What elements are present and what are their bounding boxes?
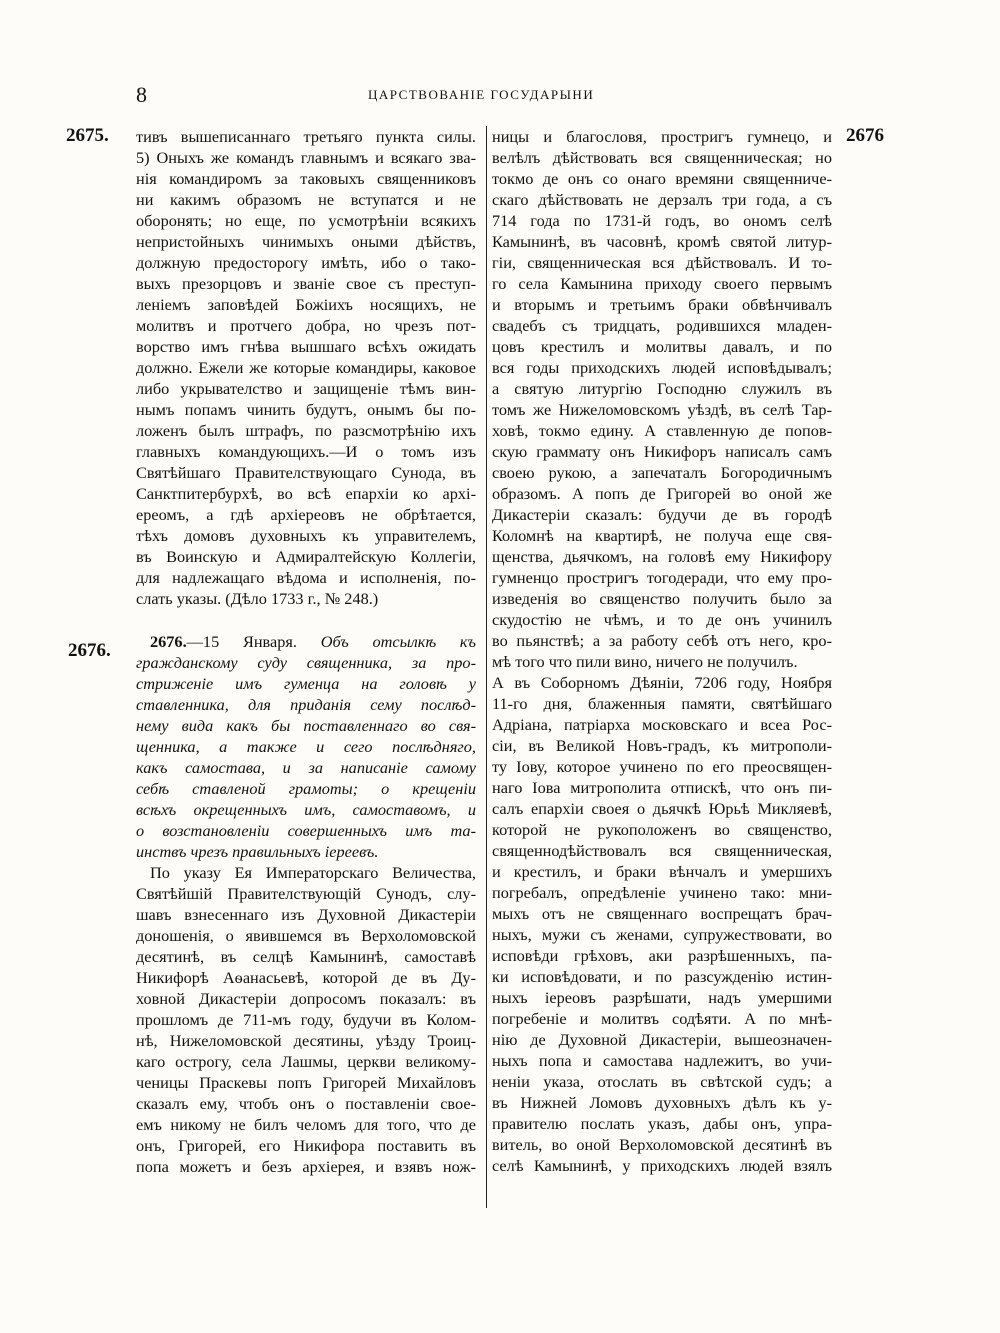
text-line: скую граммату онъ Никифоръ написалъ самъ [492, 442, 832, 461]
entry-2676-summary-first: Объ отсылкѣ къ [320, 632, 476, 651]
text-line: 5) Оныхъ же командъ главнымъ и всякаго зва- [136, 148, 476, 167]
entry-2676-date: —15 Января. [186, 632, 297, 651]
text-line: 11-го дня, блаженныя памяти, святѣйшаго [492, 694, 832, 713]
summary-line: о возстановленіи совершенныхъ имъ та- [136, 821, 476, 840]
text-line: во пьянствѣ; а за работу себѣ отъ него, кро- [492, 631, 832, 650]
text-line: щенства, дьячкомъ, на головѣ ему Никифору [492, 547, 832, 566]
text-line: и вторымъ и третьимъ браки обвѣнчивалъ [492, 295, 832, 314]
text-line: должно. Ежели же которые командиры, каковое [136, 358, 476, 377]
text-line: цовъ крестилъ и молитвы давалъ, и по [492, 337, 832, 356]
text-line: мыхъ отъ не священнаго воспрещатъ брач- [492, 904, 832, 923]
text-line: ки исповѣдовати, и по разсужденію истин- [492, 967, 832, 986]
text-line: Дикастеріи сказалъ: будучи де въ городѣ [492, 505, 832, 524]
text-line: скаго дѣйствовать не дерзалъ три года, а съ [492, 190, 832, 209]
margin-entry-number-2675: 2675. [66, 125, 109, 146]
summary-line: щенника, а также и сего послѣдняго, [136, 737, 476, 756]
entry-2676-summary [136, 652, 476, 862]
text-line: слать указы. (Дѣло 1733 г., № 248.) [136, 589, 379, 608]
text-line: тѣхъ домовъ духовныхъ къ управителемъ, [136, 526, 476, 545]
text-line: сіи, въ Великой Новъ-градъ, къ митрополи- [492, 736, 832, 755]
text-line: По указу Ея Императорскаго Величества, [150, 863, 476, 882]
text-line: исповѣди грѣховъ, аки разрѣшенныхъ, па- [492, 946, 832, 965]
text-line: главныхъ командующихъ.—И о томъ изъ [136, 442, 476, 461]
text-line: выхъ презорцовъ и званіе свое съ преступ- [136, 274, 476, 293]
text-line: Адріана, патріарха московскаго и всеа Рос- [492, 715, 832, 734]
text-line: погребалъ, опредѣленіе учинено тако: мни- [492, 883, 832, 902]
running-head: ЦАРСТВОВАНІЕ ГОСУДАРЫНИ [368, 87, 595, 102]
text-line: правителю послать указъ, дабы онъ, упра- [492, 1114, 832, 1133]
text-line: Святѣйшій Правителствующій Сунодъ, слу- [136, 884, 476, 903]
text-line: прошломъ де 711-мъ году, будучи въ Колом- [136, 1010, 476, 1029]
text-line: ни какимъ образомъ не вступатся и не [136, 190, 476, 209]
summary-line: какъ самостава, и за написаніе самому [136, 758, 476, 777]
text-line: ныхъ іереовъ разрѣшати, надъ умершими [492, 988, 832, 1007]
text-line: ницы и благословя, простригъ гумнецо, и [492, 127, 832, 146]
text-line: нѣ, Нижеломовской десятины, уѣзду Троиц- [136, 1031, 476, 1050]
text-line: леніемъ заповѣдей Божіихъ носящихъ, не [136, 295, 476, 314]
summary-line: стриженіе имъ гуменца на головѣ у [136, 674, 476, 693]
text-line: гумненцо простригъ тогодеради, что ему про- [492, 568, 832, 587]
text-line: оборонять; но еще, по усмотрѣніи всякихъ [136, 211, 476, 230]
text-line: десятинѣ, въ селцѣ Камынинѣ, самоставѣ [136, 947, 476, 966]
text-line: нію де Духовной Дикастеріи, вышеозначен- [492, 1030, 832, 1049]
text-line: ныхъ, мужи съ женами, супружествовати, во [492, 925, 832, 944]
margin-entry-number-2676: 2676. [68, 640, 111, 661]
text-line: ченицы Праскевы попъ Григорей Михайловъ [136, 1073, 476, 1092]
text-line: ховѣ, токмо едину. А ставленную де попов- [492, 421, 832, 440]
text-line: Никифорѣ Аѳанасьевѣ, которой де въ Ду- [136, 968, 476, 987]
entry-2675-text [136, 126, 476, 609]
text-line: нымъ попамъ чинить будутъ, онымъ бы по- [136, 400, 476, 419]
summary-line: нему вида какъ бы поставленнаго во свя- [136, 716, 476, 735]
text-line: либо укрывателство и защищеніе тѣмъ вин- [136, 379, 476, 398]
text-line: нія командиромъ за таковыхъ священниковъ [136, 169, 476, 188]
text-line: ту Іову, которое учинено по его преосвящен- [492, 757, 832, 776]
text-line: каго острогу, села Лашмы, церкви великому- [136, 1052, 476, 1071]
page-number: 8 [136, 82, 147, 107]
text-line: образомъ. А попъ де Григорей во оной же [492, 484, 832, 503]
text-line: ныхъ попа и самостава надлежитъ, во учи- [492, 1051, 832, 1070]
text-line: погребеніе и молитвъ содѣяти. А по мнѣ- [492, 1009, 832, 1028]
text-line: для надлежащаго вѣдома и исполненія, по- [136, 568, 476, 587]
text-line: селѣ Камынинѣ, у приходскихъ людей взялъ [492, 1156, 832, 1175]
text-line: Святѣйшаго Правителствующаго Сунода, въ [136, 463, 476, 482]
text-line: Санктпитербурхѣ, во всѣ епархіи ко архі- [136, 484, 476, 503]
text-line: непристойныхъ чинимыхъ оными дѣйствъ, [136, 232, 476, 251]
text-line: ворство имъ гнѣва вышшаго всѣхъ ожидать [136, 337, 476, 356]
text-line: Камынинѣ, въ часовнѣ, кромѣ святой литур- [492, 232, 832, 251]
text-line: въ Воинскую и Адмиралтейскую Коллегіи, [136, 547, 476, 566]
left-column [136, 126, 476, 1177]
summary-line: гражданскому суду священника, за про- [136, 653, 476, 672]
entry-2676-heading-line [136, 631, 476, 652]
text-line: и крестилъ, и браки вѣнчалъ и умершихъ [492, 862, 832, 881]
summary-line: себѣ ставленой грамоты; о крещеніи [136, 779, 476, 798]
text-line: молитвъ и протчего добра, но чрезъ пот- [136, 316, 476, 335]
text-line: а святую литургію Господню служилъ въ [492, 379, 832, 398]
text-line: Коломнѣ на квартирѣ, не получа еще свя- [492, 526, 832, 545]
entry-gap [136, 609, 476, 631]
text-line: попа можетъ и безъ архіерея, и взявъ нож- [136, 1157, 476, 1176]
text-line: ховной Дикастеріи допросомъ показалъ: въ [136, 989, 476, 1008]
text-line: велѣлъ дѣйствовать вся священническая; но [492, 148, 832, 167]
entry-2676-body [136, 862, 476, 1177]
text-line: томъ же Нижеломовскомъ уѣздѣ, въ селѣ Тар- [492, 400, 832, 419]
summary-line: всѣхъ окрещенныхъ имъ, самоставомъ, и [136, 800, 476, 819]
text-line: тивъ вышеписаннаго третьяго пункта силы. [136, 127, 476, 146]
text-line: наго Іова митрополита отпискѣ, что онъ пи- [492, 778, 832, 797]
text-line: свадебъ съ тридцать, родившихся младен- [492, 316, 832, 335]
text-line: токмо де онъ со онаго времяни священниче- [492, 169, 832, 188]
text-line: ереомъ, а гдѣ архіереовъ не обрѣтается, [136, 505, 476, 524]
summary-line: ставленника, для приданія сему послѣд- [136, 695, 476, 714]
text-line: онъ, Григорей, его Никифора поставить въ [136, 1136, 476, 1155]
text-line: сказалъ ему, чтобъ онъ о поставленіи свое- [136, 1094, 476, 1113]
text-line: священнодѣйствовалъ вся священническая, [492, 841, 832, 860]
text-line: доношенія, о явившемся въ Верхоломовской [136, 926, 476, 945]
text-line: ложенъ былъ штрафъ, по разсмотрѣнію ихъ [136, 421, 476, 440]
entry-2676-heading-number: 2676. [150, 632, 187, 651]
text-line: 714 года по 1731-й годъ, во ономъ селѣ [492, 211, 832, 230]
summary-line: инствъ чрезъ правильныхъ іереевъ. [136, 842, 379, 861]
text-line: гіи, священническая вся дѣйствовалъ. И то- [492, 253, 832, 272]
text-line: изведенія во священство получить было за [492, 589, 832, 608]
text-line: должную предосторогу имѣть, ибо о тако- [136, 253, 476, 272]
text-line: А въ Соборномъ Дѣяніи, 7206 году, Ноября [492, 673, 832, 692]
text-line: емъ никому не билъ челомъ для того, что де [136, 1115, 476, 1134]
text-line: го села Камынина приходу своего первымъ [492, 274, 832, 293]
text-line: въ Нижней Ломовъ духовныхъ дѣлъ къ у- [492, 1093, 832, 1112]
text-line: салъ епархіи своея о дьячкѣ Юрьѣ Микляевѣ, [492, 799, 832, 818]
text-line: скудостію не чѣмъ, и то де онъ учинилъ [492, 610, 832, 629]
text-line: которой не рукоположенъ во священство, [492, 820, 832, 839]
text-line: мѣ того что пили вино, ничего не получилъ. [492, 652, 798, 671]
text-line: неніи указа, отослать въ свѣтской судъ; а [492, 1072, 832, 1091]
text-line: своею рукою, а запечаталъ Богородичнымъ [492, 463, 832, 482]
right-column [492, 126, 832, 1176]
text-line: витель, во оной Верхоломовской десятинѣ въ [492, 1135, 832, 1154]
column-divider [486, 126, 487, 1208]
text-line: вся годы приходскихъ людей исповѣдывалъ; [492, 358, 832, 377]
text-line: шавъ взнесеннаго изъ Духовной Дикастеріи [136, 905, 476, 924]
margin-entry-number-2676-right: 2676 [846, 125, 884, 146]
